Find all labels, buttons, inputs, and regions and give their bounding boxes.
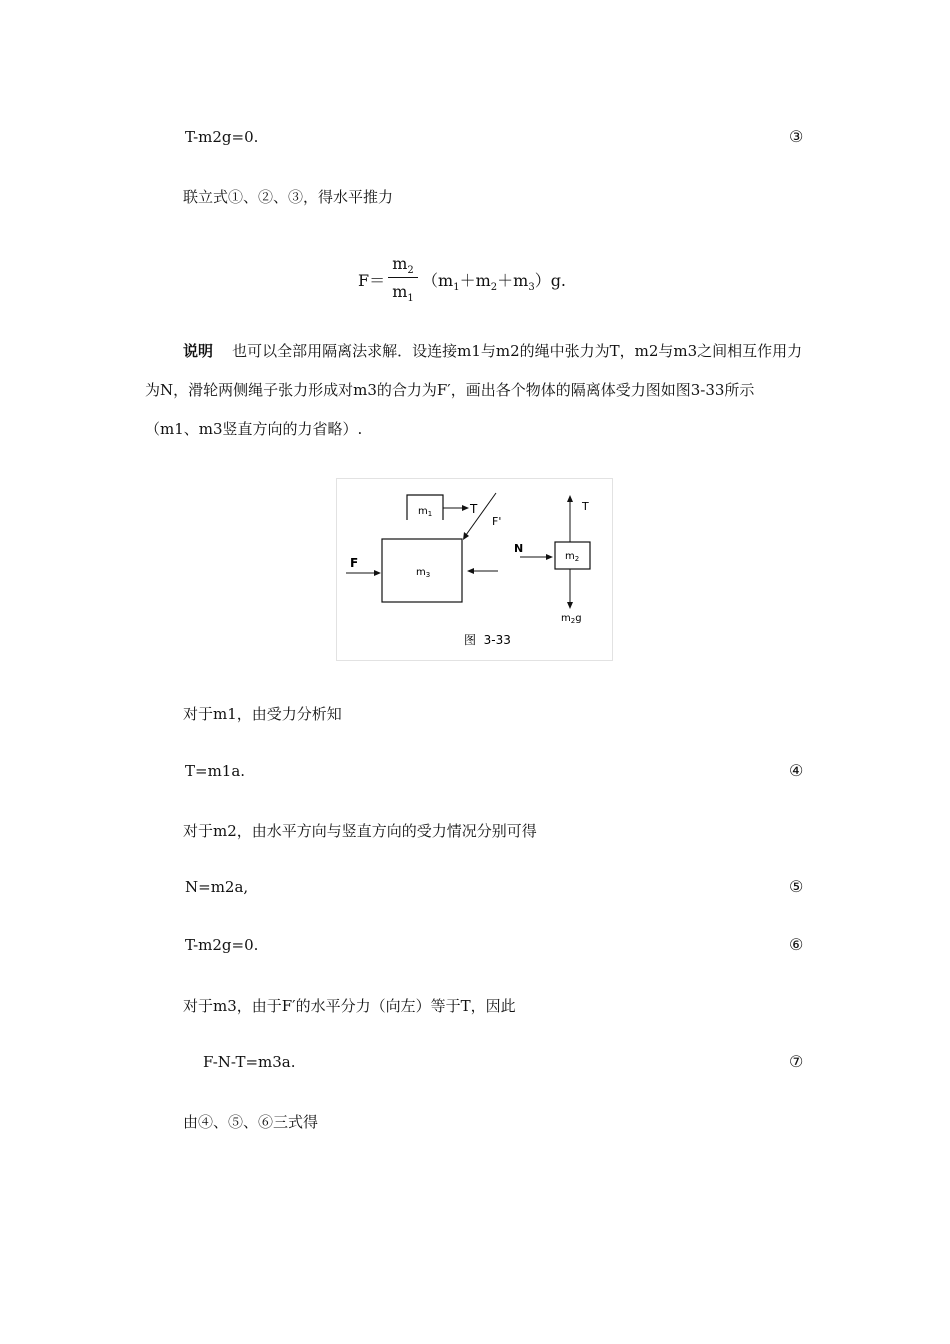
m2-label: $m_2$ — [565, 551, 580, 563]
fraction-denominator: $m_1$ — [392, 282, 414, 305]
figure-3-33 — [336, 478, 613, 661]
equation-number-5: ⑤ — [789, 877, 804, 896]
normal-force-label: N — [514, 542, 524, 555]
tension-label-m1: T — [470, 502, 478, 516]
push-force-label: F — [350, 556, 359, 570]
formula-lhs: F＝ — [358, 271, 386, 290]
equation-number-3: ③ — [789, 127, 804, 146]
m1-analysis-intro: 对于m1，由受力分析知 — [183, 705, 342, 723]
note-text: 也可以全部用隔离法求解．设连接m1与m2的绳中张力为T，m2与m3之间相互作用力为N，滑轮两侧绳子张力形成对m3的合力为F′，画出各个物体的隔离体受力图如图3-33所示（m1、m3竖直方向的力省略）. — [145, 342, 803, 438]
equation-number-4: ④ — [789, 761, 804, 780]
equation-6: T-m2g=0. — [185, 936, 259, 954]
m2-analysis-intro: 对于m2，由水平方向与竖直方向的受力情况分别可得 — [183, 822, 537, 840]
equation-3: T-m2g=0. — [185, 128, 259, 146]
fraction-numerator: $m_2$ — [392, 254, 414, 277]
tension-label-m2: T — [582, 500, 589, 513]
note-paragraph — [145, 332, 805, 449]
figure-caption: 图 3-33 — [464, 633, 511, 647]
m3-analysis-intro: 对于m3，由于F′的水平分力（向左）等于T，因此 — [183, 997, 516, 1015]
equation-number-7: ⑦ — [789, 1052, 804, 1071]
equation-4: T=m1a. — [185, 762, 246, 780]
note-label: 说明 — [183, 342, 214, 360]
equation-number-6: ⑥ — [789, 935, 804, 954]
fraction-bar — [388, 277, 418, 278]
formula-sum: $(m_1+m_2+m_3)g$. — [422, 271, 567, 294]
final-combination-text: 由④、⑤、⑥三式得 — [183, 1113, 319, 1131]
m3-label: $m_3$ — [416, 567, 431, 579]
free-body-diagram — [336, 478, 613, 661]
resultant-force-label: F' — [492, 515, 502, 528]
combine-text: 联立式①、②、③，得水平推力 — [183, 188, 394, 206]
gravity-label-m2: $m_2g$ — [561, 613, 582, 625]
equation-5: N=m2a, — [185, 878, 249, 896]
equation-7: F-N-T=m3a. — [203, 1053, 296, 1071]
m1-label: $m_1$ — [418, 506, 433, 518]
